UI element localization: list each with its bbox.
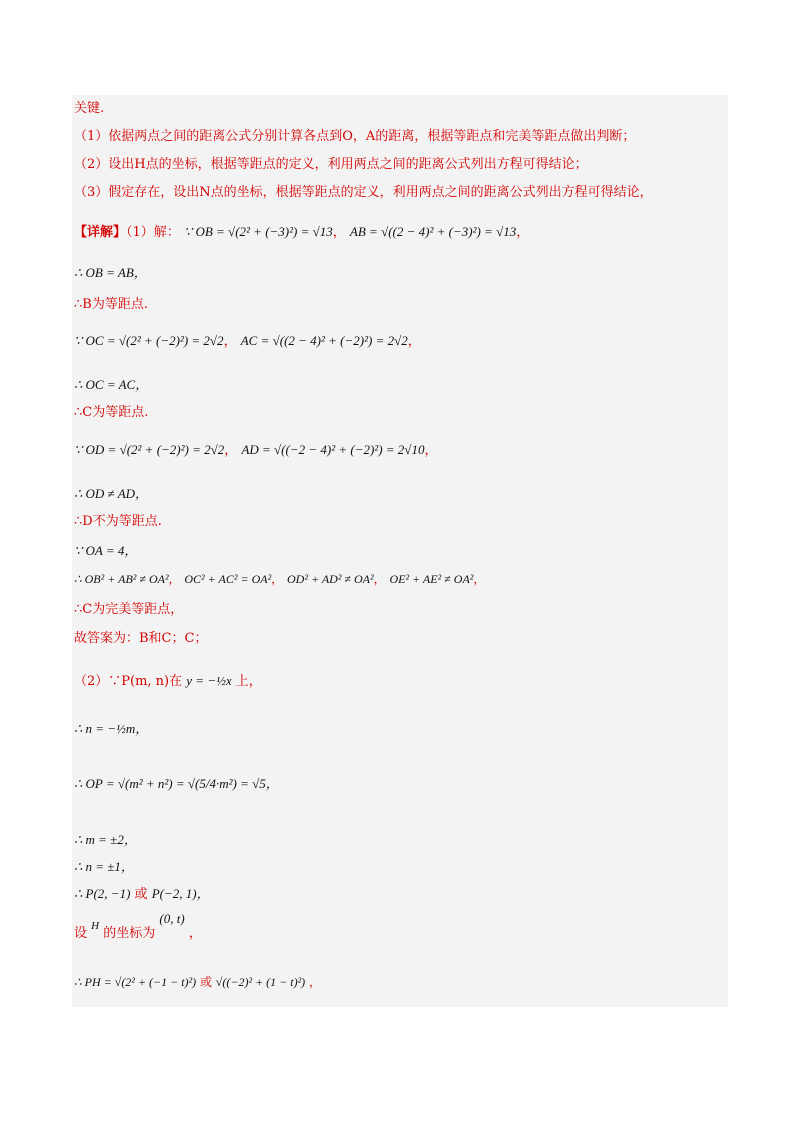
text-let: 设 — [74, 926, 88, 941]
formula-p2: P(−2, 1)， — [151, 886, 210, 901]
text-coords-are: 的坐标为 — [103, 926, 156, 941]
squares-line: ∴ OB² + AB² ≠ OA²， OC² + AC² = OA²， OD² + AD² ≠ OA²， OE² + AE² ≠ OA²， — [74, 572, 486, 586]
formula-ob: ∵ OB = √(2² + (−3)²) = √13 — [183, 224, 333, 239]
text-c-equidistant: ∴C为等距点. — [74, 405, 149, 420]
formula-oc: ∵ OC = √(2² + (−2)²) = 2√2 — [74, 333, 224, 348]
text-line-step2: （2）设出H点的坐标，根据等距点的定义，利用两点之间的距离公式列出方程可得结论； — [74, 157, 588, 172]
formula-ab: AB = √((2 − 4)² + (−3)²) = √13 — [349, 224, 517, 239]
p-coords-line — [74, 887, 210, 901]
formula-ad: AD = √((−2 − 4)² + (−2)²) = 2√10 — [241, 442, 425, 457]
ph-line — [74, 976, 321, 988]
text-comma: ， — [188, 926, 202, 941]
formula-ob-ab-sq: ∴ OB² + AB² ≠ OA² — [74, 572, 169, 586]
text-line-key: 关键. — [74, 101, 105, 116]
text-line-step3: （3）假定存在，设出N点的坐标，根据等距点的定义，利用两点之间的距离公式列出方程可得结论， — [74, 185, 653, 200]
label-h: H — [91, 920, 100, 932]
formula-ph1: ∴ PH = √(2² + (−1 − t)²) — [74, 975, 197, 989]
od-ad-line: ∵ OD = √(2² + (−2)²) = 2√2， AD = √((−2 − 4)² + (−2)²) = 2√10， — [74, 442, 438, 458]
text-line-step1: （1）依据两点之间的距离公式分别计算各点到O，A的距离，根据等距点和完美等距点做出判断； — [74, 129, 636, 144]
formula-op: ∴ OP = √(m² + n²) = √(5/4·m²) = √5， — [74, 776, 279, 791]
text-or: 或 — [134, 887, 148, 902]
text-or-2: 或 — [199, 975, 212, 989]
formula-od: ∵ OD = √(2² + (−2)²) = 2√2 — [74, 442, 225, 457]
part2-post: 上， — [235, 674, 262, 689]
formula-od-ad-sq: OD² + AD² ≠ OA² — [287, 572, 374, 586]
formula-oc-ac-sq: OC² + AC² = OA² — [184, 572, 272, 586]
formula-oc-eq-ac: ∴ OC = AC， — [74, 377, 149, 392]
text-comma-2: ， — [309, 975, 322, 989]
text-c-perfect: ∴C为完美等距点， — [74, 602, 184, 617]
text-answer: 故答案为：B和C；C； — [74, 631, 208, 646]
h-coords-line — [74, 911, 202, 941]
formula-m: ∴ m = ±2， — [74, 832, 137, 847]
formula-oe-ae-sq: OE² + AE² ≠ OA² — [389, 572, 474, 586]
detail-tag: 【详解】 — [74, 225, 127, 240]
oc-ac-line: ∵ OC = √(2² + (−2)²) = 2√2， AC = √((2 − 4)² + (−2)²) = 2√2， — [74, 333, 421, 349]
formula-line-eq: y = −½x — [186, 673, 232, 688]
formula-ob-eq-ab: ∴ OB = AB， — [74, 265, 147, 280]
detail-label: （1）解： — [126, 225, 180, 240]
formula-p1: ∴ P(2, −1) — [74, 886, 131, 901]
formula-ac: AC = √((2 − 4)² + (−2)²) = 2√2 — [240, 333, 408, 348]
formula-oa: ∵ OA = 4， — [74, 543, 138, 558]
formula-n: ∴ n = ±1， — [74, 859, 134, 874]
text-b-equidistant: ∴B为等距点. — [74, 297, 148, 312]
part2-label: （2）∵P(m, n)在 — [74, 674, 183, 689]
text-d-not-equidistant: ∴D不为等距点. — [74, 514, 162, 529]
detail-line: 【详解】（1）解： ∵ OB = √(2² + (−3)²) = √13， AB = √((2 − 4)² + (−3)²) = √13， — [74, 224, 530, 240]
part2-line — [74, 674, 262, 688]
formula-od-neq-ad: ∴ OD ≠ AD， — [74, 486, 149, 501]
formula-h-point: (0, t) — [159, 911, 185, 926]
formula-ph2: √((−2)² + (1 − t)²) — [215, 975, 306, 989]
formula-n-m: ∴ n = −½m， — [74, 721, 149, 736]
